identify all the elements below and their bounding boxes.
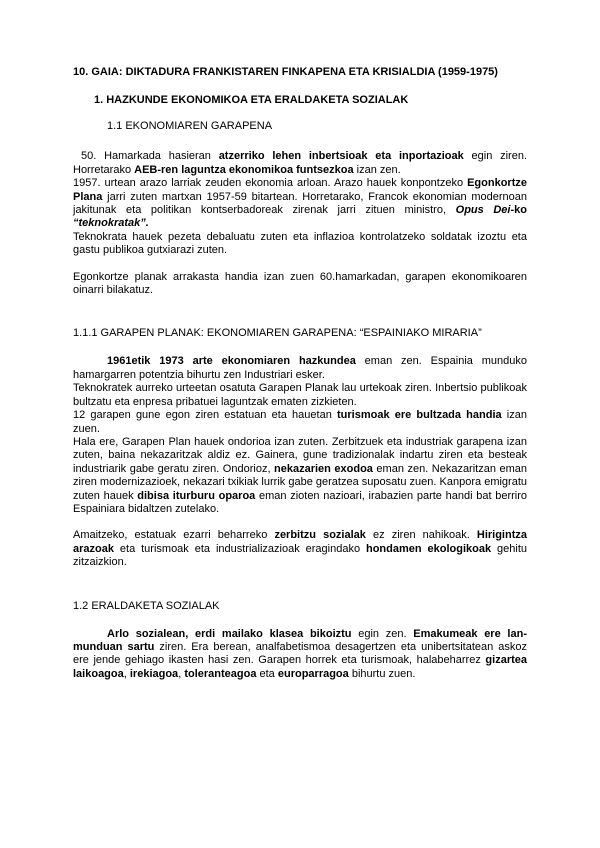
p8-text-e: eman zioten nazioari, irabazien parte handi bat berriro Espainiara bidaltzen zutelako. xyxy=(73,489,528,515)
p5-bold-a: 1961etik 1973 arte ekonomiaren hazkundea xyxy=(107,355,356,368)
p10-text-l: bihurtu zuen. xyxy=(348,667,416,680)
paragraph-9 xyxy=(73,529,527,569)
p1-bold-d: AEB-ren laguntza ekonomikoa funtsezkoa xyxy=(134,163,354,176)
p10-bold-a: Arlo sozialean, erdi mailako klasea bikoiztu xyxy=(107,627,352,640)
subsection-heading-1-1-1: 1.1.1 GARAPEN PLANAK: EKONOMIAREN GARAPENA: “ESPAINIAKO MIRARIA” xyxy=(73,327,482,340)
paragraph-2 xyxy=(73,177,527,231)
p2-bold-italic-d: Opus Dei xyxy=(455,204,511,217)
p8-text-a: Hala ere, Garapen Plan hauek ondorioa izan zuten. Zerbitzuek eta industriak garapena izan zuten, baina nekazaritzak aldiz ez. Gainera, gune tradizionalak indartu ziren eta besteak industriarik gabe geratu ziren. Ondorioz, xyxy=(73,435,527,475)
p7-bold-b: turismoak ere bultzada handia xyxy=(336,409,502,422)
subsection-heading-1-1: 1.1 EKONOMIAREN GARAPENA xyxy=(107,120,273,133)
p10-text-f: , xyxy=(123,667,130,680)
p10-text-b: egin zen. xyxy=(351,627,414,640)
p8-text-c: eman zen. Nekazaritzan eman ziren modernizazioek, nekazari txikiak lurrik gabe geratzea suposatu zuen. Kanpora emigratu zuten hauek xyxy=(73,462,527,502)
p1-text-c: egin ziren. Horretarako xyxy=(73,150,527,176)
paragraph-10 xyxy=(73,628,527,682)
document-title: 10. GAIA: DIKTADURA FRANKISTAREN FINKAPENA ETA KRISIALDIA (1959-1975) xyxy=(73,66,498,78)
p10-bold-c: Emakumeak ere lan-munduan sartu xyxy=(73,627,527,653)
p9-text-c: ez ziren nahikoak. xyxy=(365,529,477,542)
p2-text-c: jarri zuten martxan 1957-59 bitartean. Horretarako, Francok ekonomian modernoan jakitunak eta politikan kontserbadoreak zirenak jarri zituen ministro, xyxy=(73,190,527,217)
p2-bold-italic-f: “teknokratak”. xyxy=(73,217,149,230)
p1-text-a: 50. Hamarkada hasieran xyxy=(81,150,219,163)
p10-text-h: , xyxy=(178,667,185,680)
paragraph-3: Teknokrata hauek pezeta debaluatu zuten eta inflazioa kontrolatzeko soldatak izoztu eta gastu publikoa gutxiarazi zuten. xyxy=(73,230,527,257)
p7-text-c: izan zuen. xyxy=(73,409,527,435)
p1-bold-b: atzerriko lehen inbertsioak eta inportazioak xyxy=(218,150,464,163)
p5-text-b: eman zen. Espainia munduko hamargarren potentzia bihurtu zen Industriari esker. xyxy=(73,355,527,381)
paragraph-8 xyxy=(73,436,527,516)
paragraph-7 xyxy=(73,409,527,436)
p8-bold-b: nekazarien exodoa xyxy=(274,462,373,475)
p2-bold-b: Egonkortze Plana xyxy=(73,177,527,203)
subsection-heading-1-2: 1.2 ERALDAKETA SOZIALAK xyxy=(73,599,220,612)
p9-text-a: Amaitzeko, estatuak ezarri beharreko xyxy=(73,529,275,542)
document-page xyxy=(73,66,527,681)
p9-bold-d: Hirigintza arazoak xyxy=(73,529,527,555)
p8-bold-d: dibisa iturburu oparoa xyxy=(137,489,256,502)
p10-text-d: ziren. Era berean, analfabetismoa desagertzen eta unibertsitatean askoz ere jende gehiago ikasten hasi zen. Garapen horrek eta turismoak, halabeharrez xyxy=(73,640,527,667)
p10-bold-k: europarragoa xyxy=(277,667,349,680)
p9-bold-b: zerbitzu sozialak xyxy=(274,529,366,542)
p2-text-a: 1957. urtean arazo larriak zeuden ekonomia arloan. Arazo hauek konpontzeko xyxy=(73,177,468,190)
p10-bold-i: toleranteagoa xyxy=(184,667,257,680)
p7-text-a: 12 garapen gune egon ziren estatuan eta hauetan xyxy=(73,409,337,422)
section-heading-1: 1. HAZKUNDE EKONOMIKOA ETA ERALDAKETA SOZIALAK xyxy=(94,94,409,107)
p9-text-g: gehitu zitzaizkion. xyxy=(73,542,528,569)
p2-bold-e: -ko xyxy=(510,204,527,217)
paragraph-1 xyxy=(73,150,527,177)
p1-text-e: izan zen. xyxy=(353,163,401,176)
paragraph-5 xyxy=(73,355,527,382)
p9-bold-f: hondamen ekologikoak xyxy=(365,542,492,555)
p10-bold-e: gizartea laikoagoa xyxy=(73,654,527,680)
p10-text-j: eta xyxy=(256,667,278,680)
p10-bold-g: irekiagoa xyxy=(129,667,179,680)
paragraph-6: Teknokratek aurreko urteetan osatuta Garapen Planak lau urtekoak ziren. Inbertsio publikoak bultzatu eta enpresa pribatuei laguntzak ematen zizkieten. xyxy=(73,382,527,408)
paragraph-4: Egonkortze planak arrakasta handia izan zuen 60.hamarkadan, garapen ekonomikoaren oinarri bilakatuz. xyxy=(73,270,527,297)
p9-text-e: eta turismoak eta industrializazioak eragindako xyxy=(113,542,366,555)
